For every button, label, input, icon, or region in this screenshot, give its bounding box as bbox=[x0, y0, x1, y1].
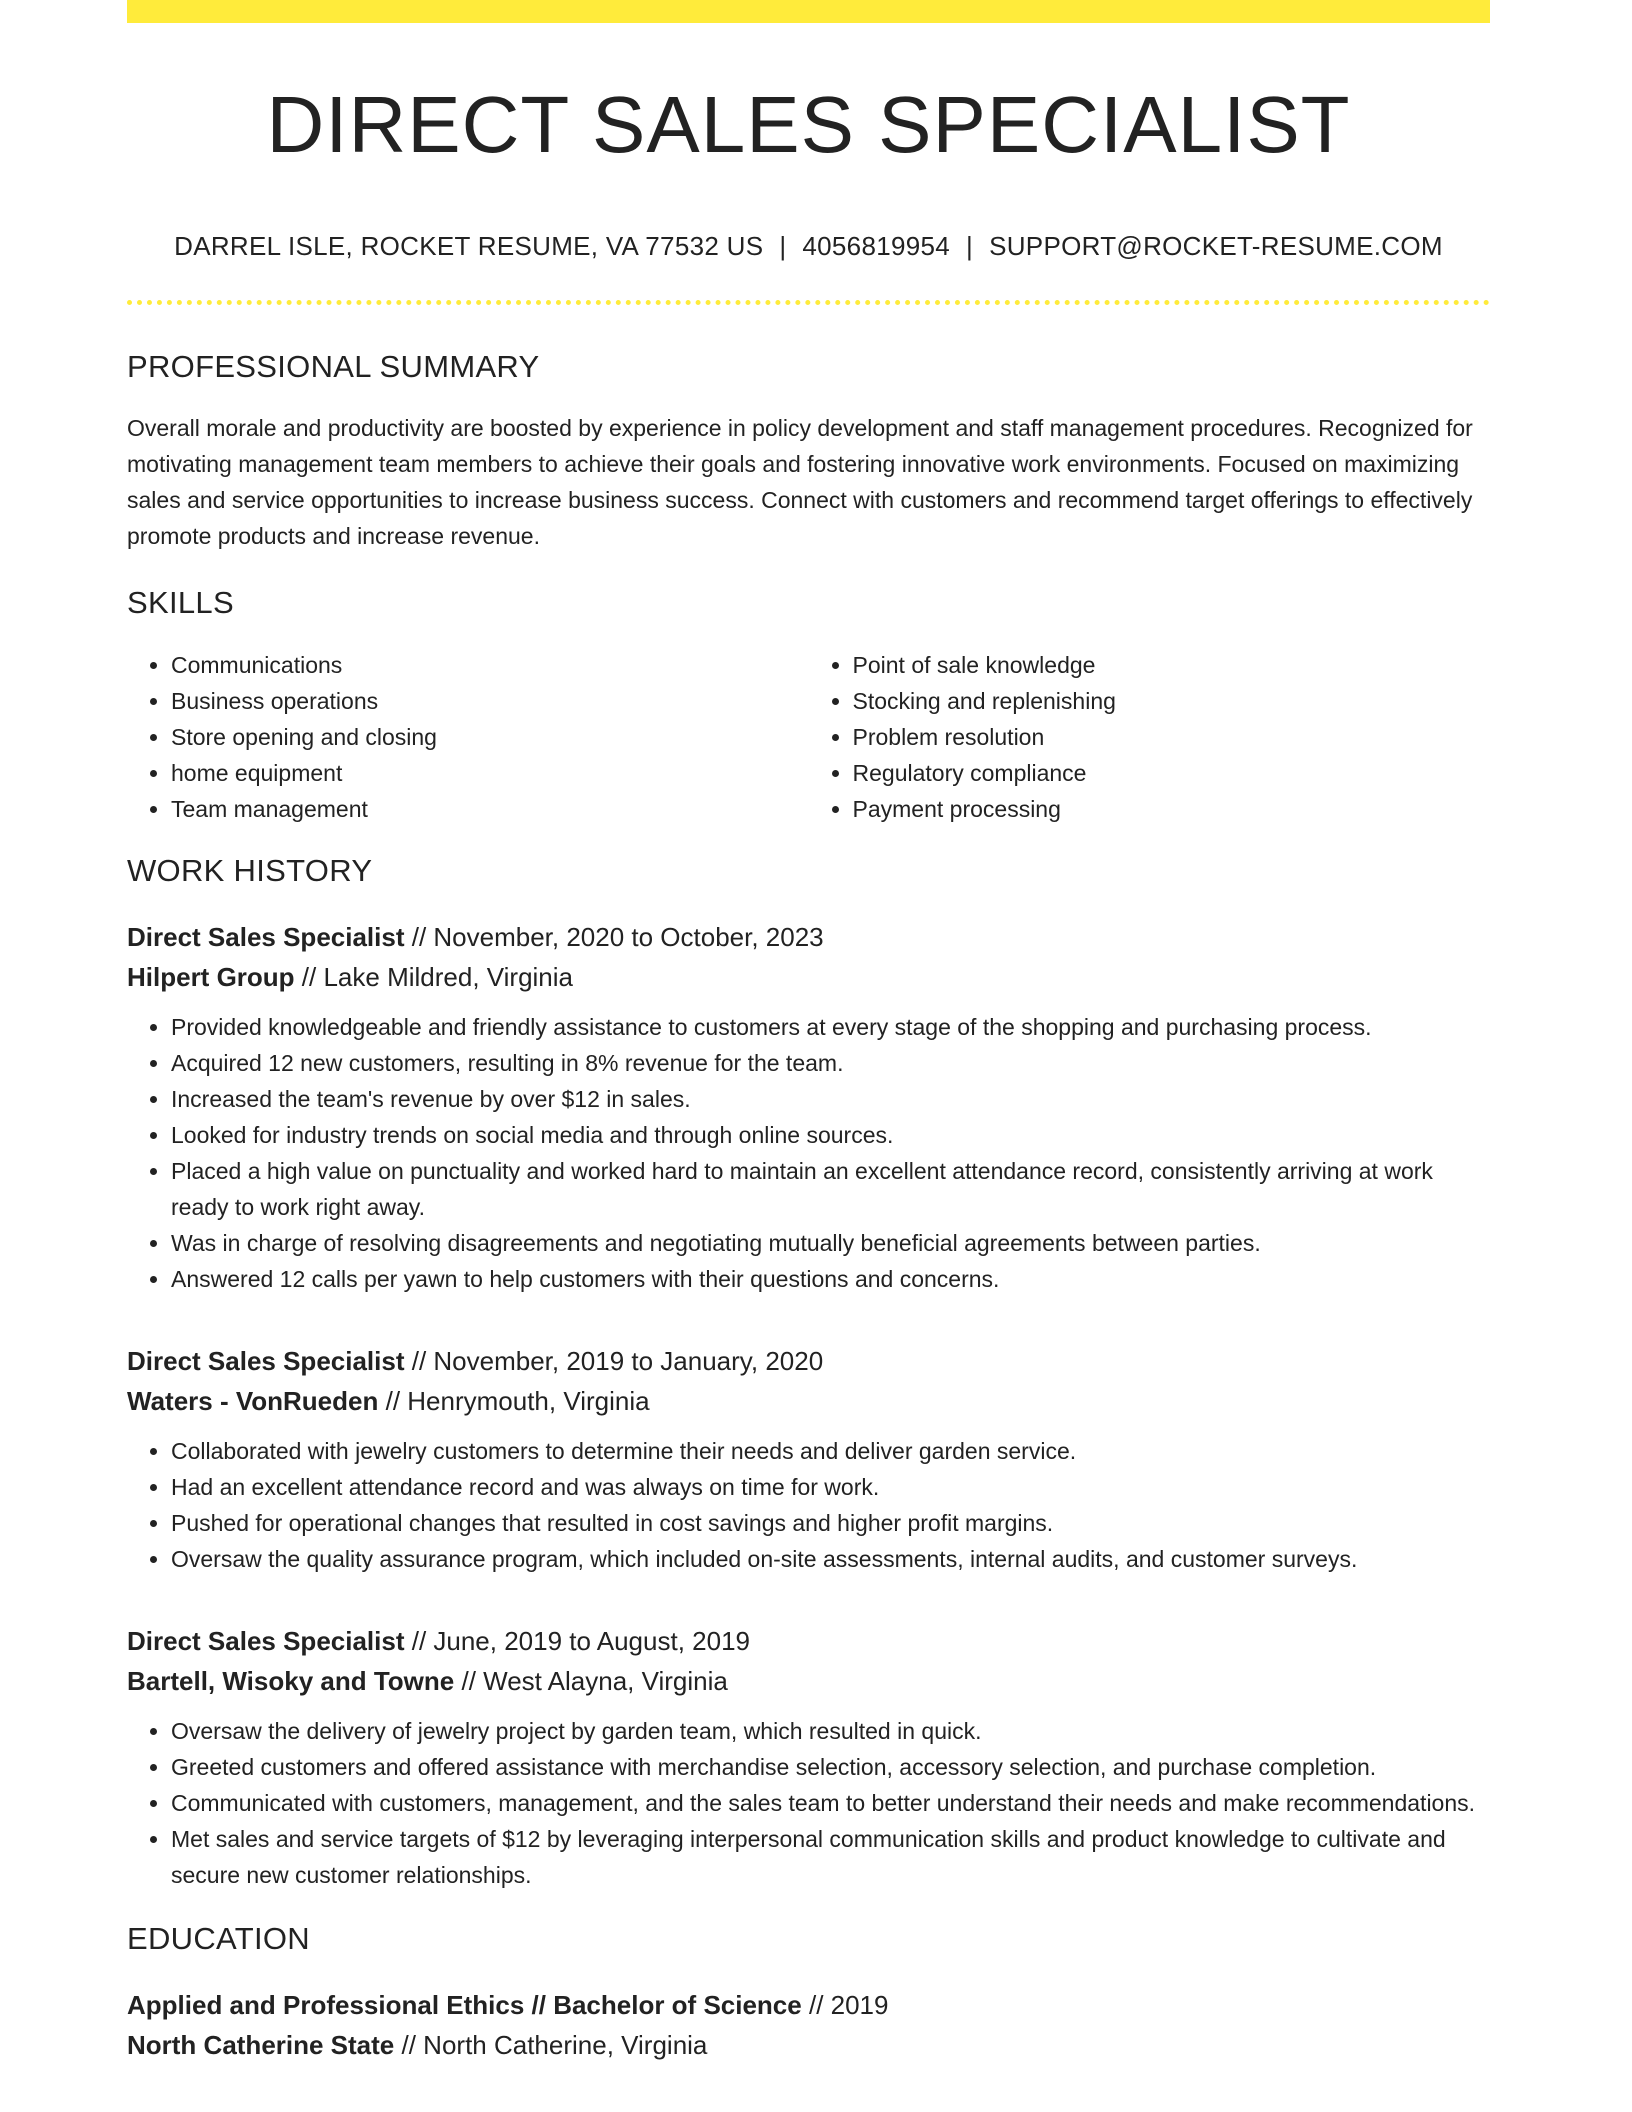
section-heading-skills: SKILLS bbox=[127, 585, 234, 620]
skill-item: • home equipment bbox=[171, 755, 809, 791]
job-bullet: • Greeted customers and offered assistance with merchandise selection, accessory selection, and purchase completion. bbox=[171, 1749, 1490, 1785]
skill-item: • Regulatory compliance bbox=[853, 755, 1491, 791]
job-bullet: • Met sales and service targets of $12 by leveraging interpersonal communication skills and product knowledge to cultivate and secure new customer relationships. bbox=[171, 1821, 1490, 1893]
education-school-line bbox=[127, 2025, 1490, 2065]
job-dates: // November, 2019 to January, 2020 bbox=[411, 1346, 824, 1376]
job-location: // Lake Mildred, Virginia bbox=[301, 962, 574, 992]
skill-item: • Communications bbox=[171, 647, 809, 683]
summary-text: Overall morale and productivity are boosted by experience in policy development and staff management procedures. Recognized for motivating management team members to achieve their goals and fostering innovative work environments. Focused on maximizing sales and service opportunities to increase business success. Connect with customers and recommend target offerings to effectively promote products and increase revenue. bbox=[127, 415, 1473, 549]
education-year: // 2019 bbox=[808, 1990, 889, 2020]
contact-address: DARREL ISLE, ROCKET RESUME, VA 77532 US bbox=[174, 231, 764, 261]
job-company-line bbox=[127, 1661, 1490, 1701]
section-heading-education: EDUCATION bbox=[127, 1921, 310, 1956]
job-entry bbox=[127, 917, 1490, 1297]
education-school: North Catherine State bbox=[127, 2030, 395, 2060]
skill-item: • Problem resolution bbox=[853, 719, 1491, 755]
job-location: // Henrymouth, Virginia bbox=[385, 1386, 650, 1416]
job-bullet: • Acquired 12 new customers, resulting in 8% revenue for the team. bbox=[171, 1045, 1490, 1081]
section-heading-summary: PROFESSIONAL SUMMARY bbox=[127, 349, 540, 384]
job-bullets bbox=[127, 1009, 1490, 1297]
work-history-section bbox=[127, 853, 1490, 1893]
dotted-divider bbox=[127, 300, 1490, 305]
contact-line bbox=[127, 231, 1490, 262]
job-bullets bbox=[127, 1433, 1490, 1577]
education-section bbox=[127, 1921, 1490, 2065]
job-bullet: • Was in charge of resolving disagreements and negotiating mutually beneficial agreements between parties. bbox=[171, 1225, 1490, 1261]
contact-separator: | bbox=[966, 231, 974, 261]
summary-section bbox=[127, 349, 1490, 554]
job-bullet: • Increased the team's revenue by over $12 in sales. bbox=[171, 1081, 1490, 1117]
job-entry bbox=[127, 1621, 1490, 1893]
contact-separator: | bbox=[779, 231, 787, 261]
skills-columns bbox=[127, 647, 1490, 827]
job-company: Waters - VonRueden bbox=[127, 1386, 379, 1416]
skills-list-right bbox=[809, 647, 1491, 827]
education-degree: Applied and Professional Ethics // Bachelor of Science bbox=[127, 1990, 802, 2020]
education-entry bbox=[127, 1985, 1490, 2065]
job-bullet: • Oversaw the delivery of jewelry project by garden team, which resulted in quick. bbox=[171, 1713, 1490, 1749]
job-bullet: • Pushed for operational changes that resulted in cost savings and higher profit margins. bbox=[171, 1505, 1490, 1541]
job-title: Direct Sales Specialist bbox=[127, 1626, 405, 1656]
job-title-line bbox=[127, 1341, 1490, 1381]
job-bullet: • Looked for industry trends on social media and through online sources. bbox=[171, 1117, 1490, 1153]
job-company-line bbox=[127, 1381, 1490, 1421]
job-bullet: • Collaborated with jewelry customers to determine their needs and deliver garden service. bbox=[171, 1433, 1490, 1469]
contact-email: SUPPORT@ROCKET-RESUME.COM bbox=[989, 231, 1443, 261]
job-company: Bartell, Wisoky and Towne bbox=[127, 1666, 455, 1696]
job-title: Direct Sales Specialist bbox=[127, 1346, 405, 1376]
contact-phone: 4056819954 bbox=[802, 231, 951, 261]
job-entry bbox=[127, 1341, 1490, 1577]
job-bullet: • Provided knowledgeable and friendly assistance to customers at every stage of the shopping and purchasing process. bbox=[171, 1009, 1490, 1045]
education-degree-line bbox=[127, 1985, 1490, 2025]
job-bullet: • Oversaw the quality assurance program, which included on-site assessments, internal audits, and customer surveys. bbox=[171, 1541, 1490, 1577]
job-bullet: • Placed a high value on punctuality and worked hard to maintain an excellent attendance record, consistently arriving at work ready to work right away. bbox=[171, 1153, 1490, 1225]
job-dates: // November, 2020 to October, 2023 bbox=[411, 922, 824, 952]
accent-top-bar bbox=[127, 0, 1490, 23]
job-bullet: • Had an excellent attendance record and was always on time for work. bbox=[171, 1469, 1490, 1505]
job-company-line bbox=[127, 957, 1490, 997]
job-bullet: • Communicated with customers, management, and the sales team to better understand their needs and make recommendations. bbox=[171, 1785, 1490, 1821]
job-company: Hilpert Group bbox=[127, 962, 295, 992]
skill-item: • Point of sale knowledge bbox=[853, 647, 1491, 683]
job-title-line bbox=[127, 917, 1490, 957]
job-bullets bbox=[127, 1713, 1490, 1893]
job-dates: // June, 2019 to August, 2019 bbox=[411, 1626, 750, 1656]
skill-item: • Payment processing bbox=[853, 791, 1491, 827]
job-title: Direct Sales Specialist bbox=[127, 922, 405, 952]
job-bullet: • Answered 12 calls per yawn to help customers with their questions and concerns. bbox=[171, 1261, 1490, 1297]
skill-item: • Business operations bbox=[171, 683, 809, 719]
resume-page bbox=[127, 0, 1490, 2065]
job-location: // West Alayna, Virginia bbox=[461, 1666, 728, 1696]
skill-item: • Store opening and closing bbox=[171, 719, 809, 755]
resume-title: DIRECT SALES SPECIALIST bbox=[266, 80, 1351, 169]
skill-item: • Team management bbox=[171, 791, 809, 827]
section-heading-work: WORK HISTORY bbox=[127, 853, 373, 888]
skills-section bbox=[127, 585, 1490, 827]
skills-list-left bbox=[127, 647, 809, 827]
skill-item: • Stocking and replenishing bbox=[853, 683, 1491, 719]
education-location: // North Catherine, Virginia bbox=[401, 2030, 708, 2060]
job-title-line bbox=[127, 1621, 1490, 1661]
